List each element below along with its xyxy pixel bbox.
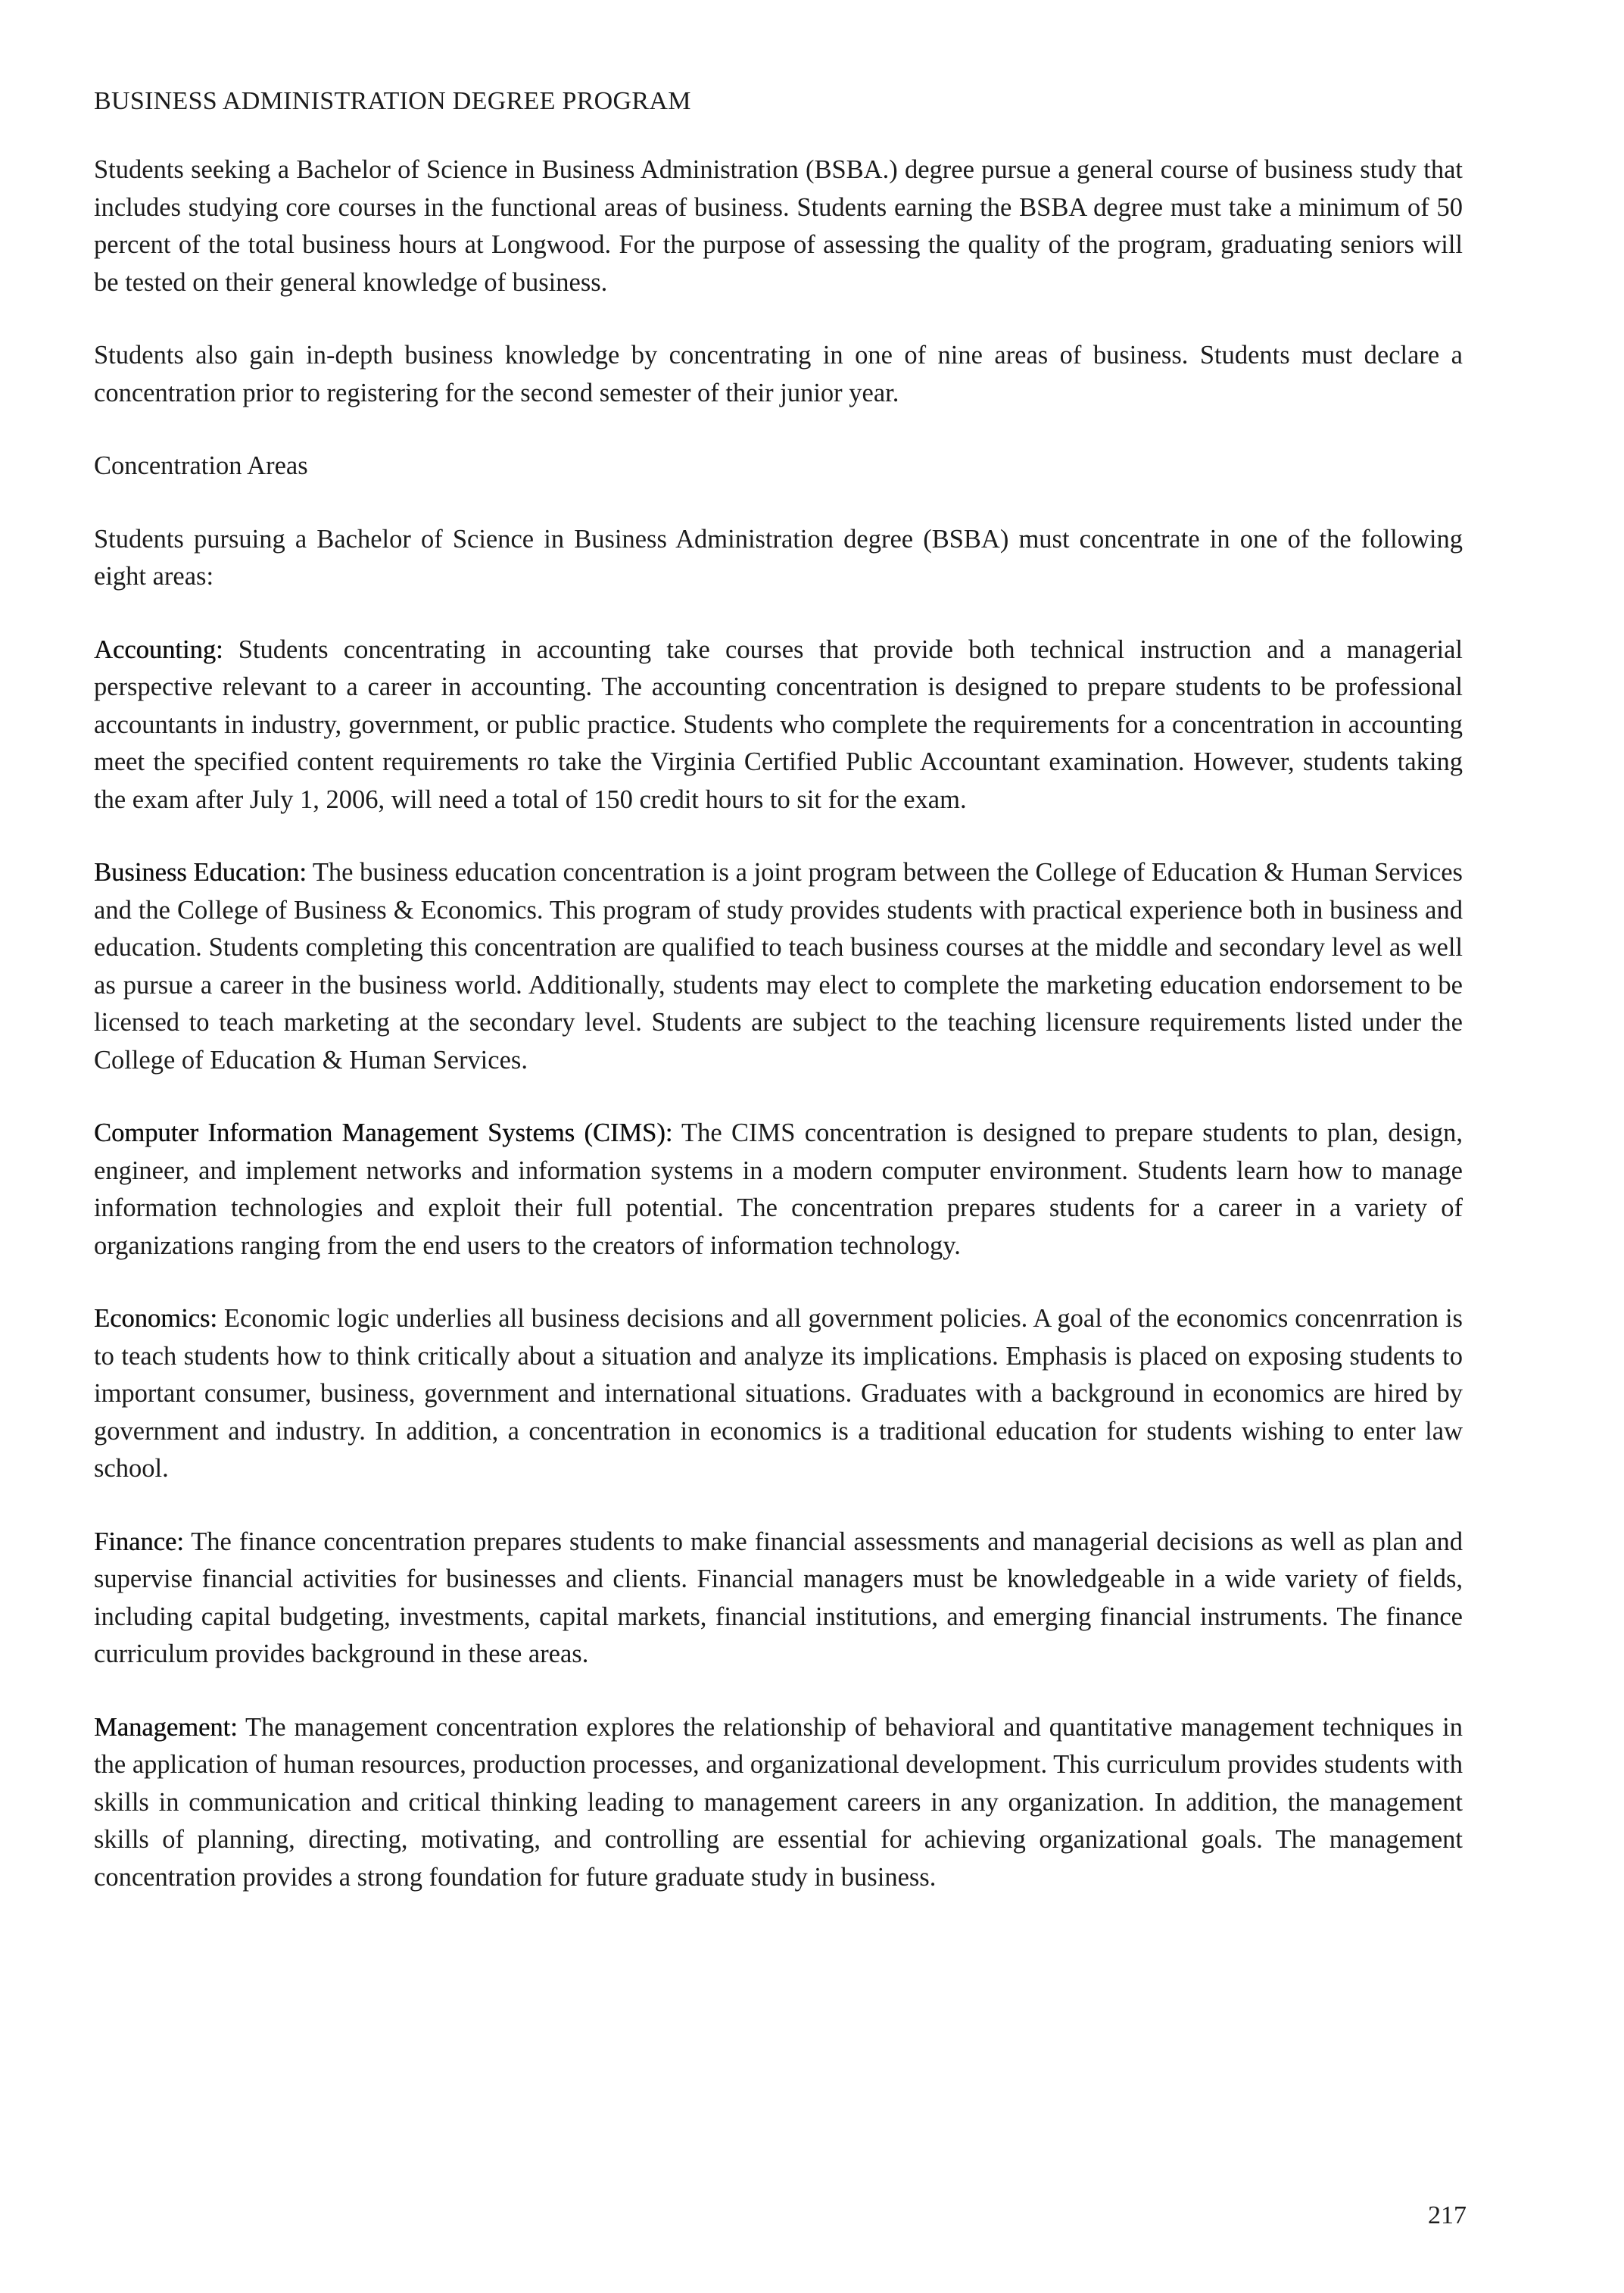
- finance-term: Finance:: [94, 1527, 184, 1556]
- accounting-paragraph: [94, 632, 1463, 819]
- intro-paragraph-1: Students seeking a Bachelor of Science in Business Administration (BSBA.) degree pursue a general course of business study that includes studying core courses in the functional areas of business. Students earning the BSBA degree must take a minimum of 50 percent of the total business hours at Longwood. For the purpose of assessing the quality of the program, graduating seniors will be tested on their general knowledge of business.: [94, 155, 1463, 297]
- management-term: Management:: [94, 1712, 238, 1742]
- economics-term: Economics:: [94, 1304, 217, 1333]
- accounting-term: Accounting:: [94, 635, 223, 664]
- business-education-description: The business education concentration is a joint program between the College of Education & Human Services and the College of Business & Economics. This program of study provides students with practical experience both in business and education. Students completing this concentration are qualified to teach business courses at the middle and secondary level as well as pursue a career in the business world. Additionally, students may elect to complete the marketing education endorsement to be licensed to teach marketing at the secondary level. Students are subject to the teaching licensure requirements listed under the College of Education & Human Services.: [94, 858, 1463, 1075]
- business-education-term: Business Education:: [94, 858, 307, 887]
- economics-paragraph: [94, 1300, 1463, 1488]
- finance-description: The finance concentration prepares students to make financial assessments and managerial decisions as well as plan and supervise financial activities for businesses and clients. Financial managers must be knowledgeable in a wide variety of fields, including capital budgeting, investments, capital markets, financial institutions, and emerging financial instruments. The finance curriculum provides background in these areas.: [94, 1527, 1463, 1668]
- cims-paragraph: [94, 1115, 1463, 1265]
- concentration-areas-heading: Concentration Areas: [94, 451, 308, 480]
- page-number: 217: [1428, 2201, 1467, 2229]
- cims-term: Computer Information Management Systems (CIMS):: [94, 1118, 673, 1147]
- concentration-intro-paragraph: Students pursuing a Bachelor of Science in Business Administration degree (BSBA) must concentrate in one of the following eight areas:: [94, 524, 1463, 591]
- economics-description: Economic logic underlies all business decisions and all government policies. A goal of the economics concenrration is to teach students how to think critically about a situation and analyze its implications. Emphasis is placed on exposing students to important consumer, business, government and international situations. Graduates with a background in economics are hired by government and industry. In addition, a concentration in economics is a traditional education for students wishing to enter law school.: [94, 1304, 1463, 1483]
- document-title: BUSINESS ADMINISTRATION DEGREE PROGRAM: [94, 87, 691, 115]
- management-description: The management concentration explores the relationship of behavioral and quantitative management techniques in the application of human resources, production processes, and organizational development. This curriculum provides students with skills in communication and critical thinking leading to management careers in any organization. In addition, the management skills of planning, directing, motivating, and controlling are essential for achieving organizational goals. The management concentration provides a strong foundation for future graduate study in business.: [94, 1712, 1463, 1892]
- intro-paragraph-2: Students also gain in-depth business knowledge by concentrating in one of nine areas of business. Students must declare a concentration prior to registering for the second semester of their junior year.: [94, 341, 1463, 407]
- cims-description: The CIMS concentration is designed to prepare students to plan, design, engineer, and implement networks and information systems in a modern computer environment. Students learn how to manage information technologies and exploit their full potential. The concentration prepares students for a career in a variety of organizations ranging from the end users to the creators of information technology.: [94, 1118, 1463, 1260]
- finance-paragraph: [94, 1524, 1463, 1674]
- business-education-paragraph: [94, 854, 1463, 1079]
- document-page: [94, 83, 1463, 1932]
- management-paragraph: [94, 1709, 1463, 1897]
- accounting-description: Students concentrating in accounting take courses that provide both technical instruction and a managerial perspective relevant to a career in accounting. The accounting concentration is designed to prepare students to be professional accountants in industry, government, or public practice. Students who complete the requirements for a concentration in accounting meet the specified content requirements ro take the Virginia Certified Public Accountant examination. However, students taking the exam after July 1, 2006, will need a total of 150 credit hours to sit for the exam.: [94, 635, 1463, 814]
